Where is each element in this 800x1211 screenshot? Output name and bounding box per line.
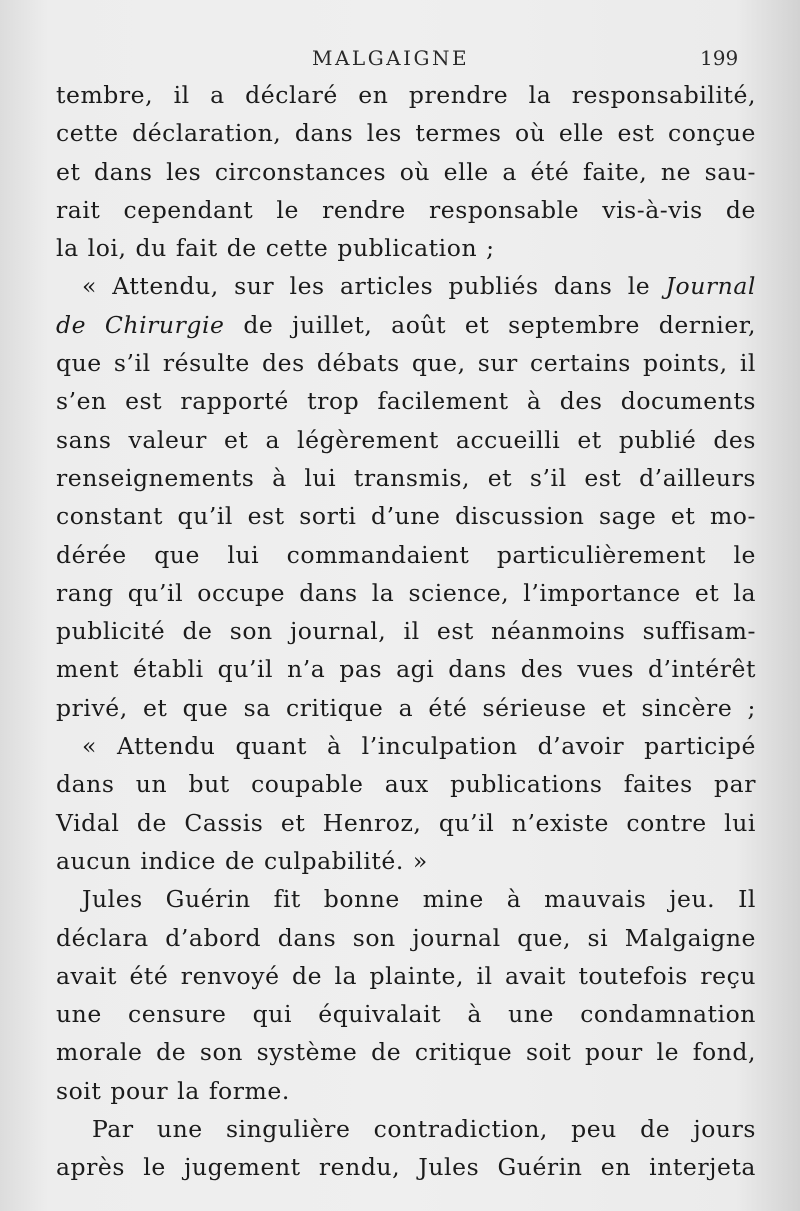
text-line bbox=[56, 765, 756, 803]
text-line bbox=[56, 421, 756, 459]
page-number: 199 bbox=[700, 46, 739, 70]
text-line bbox=[56, 344, 756, 382]
text-segment: renseignements à lui transmis, et s’il est d’ailleurs bbox=[56, 463, 756, 492]
text-line bbox=[56, 995, 756, 1033]
text-segment: de juillet, août et septembre dernier, bbox=[224, 310, 756, 339]
italic-text: Journal bbox=[665, 272, 756, 301]
text-segment: Par une singulière contradiction, peu de jours bbox=[92, 1115, 756, 1144]
italic-text: de Chirurgie bbox=[56, 310, 225, 339]
text-segment: dans un but coupable aux publications faites par bbox=[56, 770, 756, 799]
text-line bbox=[56, 153, 756, 191]
text-line bbox=[56, 919, 756, 957]
text-segment: publicité de son journal, il est néanmoins suffisam- bbox=[56, 617, 756, 646]
text-segment: que s’il résulte des débats que, sur certains points, il bbox=[56, 349, 756, 378]
text-line bbox=[56, 1033, 756, 1071]
text-line bbox=[56, 382, 756, 420]
text-line bbox=[56, 804, 756, 842]
text-segment: et dans les circonstances où elle a été faite, ne sau- bbox=[56, 157, 756, 186]
running-head bbox=[0, 40, 800, 74]
text-line bbox=[56, 574, 756, 612]
text-line bbox=[56, 727, 756, 765]
text-segment: dérée que lui commandaient particulièrement le bbox=[56, 540, 756, 569]
text-line bbox=[56, 842, 756, 880]
text-line bbox=[56, 229, 756, 267]
text-segment: tembre, il a déclaré en prendre la responsabilité, bbox=[56, 81, 756, 109]
text-line bbox=[56, 536, 756, 574]
body-text bbox=[56, 76, 756, 1187]
text-segment: une censure qui équivalait à une condamnation bbox=[56, 1000, 756, 1029]
text-line bbox=[56, 650, 756, 688]
text-segment: « Attendu, sur les articles publiés dans le bbox=[82, 272, 666, 301]
text-line bbox=[56, 459, 756, 497]
text-line bbox=[56, 1148, 756, 1186]
text-segment: Jules Guérin fit bonne mine à mauvais jeu. Il bbox=[82, 885, 756, 914]
text-line bbox=[56, 267, 756, 305]
text-segment: la loi, du fait de cette publication ; bbox=[56, 234, 495, 263]
text-segment: ment établi qu’il n’a pas agi dans des vues d’intérêt bbox=[56, 655, 756, 684]
text-line bbox=[56, 306, 756, 344]
text-segment: soit pour la forme. bbox=[56, 1076, 290, 1105]
text-segment: s’en est rapporté trop facilement à des documents bbox=[56, 387, 756, 416]
text-segment: aucun indice de culpabilité. » bbox=[56, 846, 428, 875]
running-title: MALGAIGNE bbox=[312, 46, 470, 70]
text-line bbox=[56, 612, 756, 650]
text-line bbox=[56, 191, 756, 229]
text-segment: cette déclaration, dans les termes où elle est conçue bbox=[56, 119, 756, 148]
text-segment: « Attendu quant à l’inculpation d’avoir participé bbox=[82, 732, 756, 761]
text-segment: sans valeur et a légèrement accueilli et publié des bbox=[56, 425, 756, 454]
text-segment: privé, et que sa critique a été sérieuse et sincère ; bbox=[56, 693, 756, 722]
text-segment: après le jugement rendu, Jules Guérin en interjeta bbox=[56, 1153, 756, 1182]
text-segment: rait cependant le rendre responsable vis-à-vis de bbox=[56, 195, 756, 224]
text-segment: rang qu’il occupe dans la science, l’importance et la bbox=[56, 578, 756, 607]
text-line bbox=[56, 689, 756, 727]
text-line bbox=[56, 497, 756, 535]
text-segment: morale de son système de critique soit pour le fond, bbox=[56, 1038, 756, 1067]
text-segment: Vidal de Cassis et Henroz, qu’il n’existe contre lui bbox=[56, 808, 756, 837]
text-line bbox=[56, 880, 756, 918]
text-segment: constant qu’il est sorti d’une discussion sage et mo- bbox=[56, 502, 756, 531]
text-segment: déclara d’abord dans son journal que, si Malgaigne bbox=[56, 923, 756, 952]
text-line bbox=[56, 76, 756, 114]
text-segment: avait été renvoyé de la plainte, il avait toutefois reçu bbox=[56, 961, 756, 990]
text-line bbox=[56, 114, 756, 152]
text-line bbox=[56, 1072, 756, 1110]
text-line bbox=[56, 1110, 756, 1148]
text-line bbox=[56, 957, 756, 995]
